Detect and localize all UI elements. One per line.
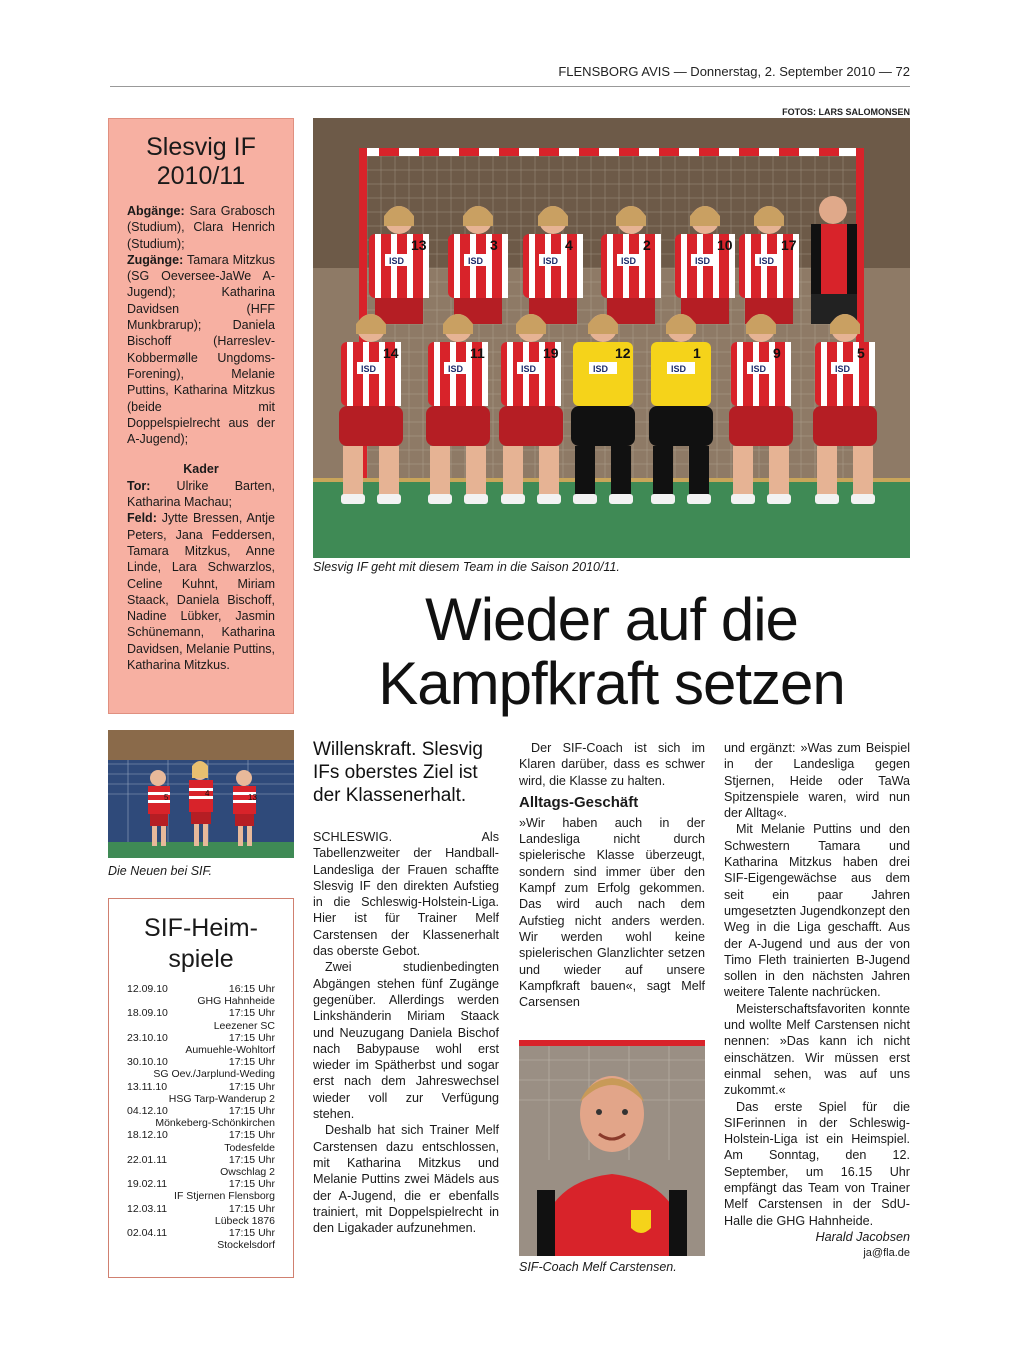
jersey-number: 17 [781, 237, 797, 253]
fixture-date: 12.09.10 [127, 983, 168, 995]
sponsor-logo: ISD [543, 256, 559, 266]
fixture-time: 17:15 Uhr [228, 1178, 275, 1191]
tor-label: Tor: [127, 478, 151, 493]
small-photo-caption: Die Neuen bei SIF. [108, 864, 212, 878]
zugaenge-label: Zugänge: [127, 252, 184, 267]
photo-credit: FOTOS: LARS SALOMONSEN [782, 107, 910, 117]
fixture-opponent: Stockelsdorf [217, 1239, 275, 1252]
fixture-date: 23.10.10 [127, 1031, 168, 1044]
sponsor-logo: ISD [671, 364, 687, 374]
jersey-number: 2 [643, 237, 651, 253]
home-title-line2: spiele [168, 945, 234, 973]
jersey-number: 1 [693, 345, 701, 361]
abgaenge-paragraph [127, 203, 275, 252]
fixture-row [127, 1178, 275, 1202]
fixture-opponent: Leezener SC [213, 1019, 275, 1032]
team-photo [313, 118, 910, 558]
fixture-date: 22.01.11 [127, 1153, 168, 1166]
article-column-2 [519, 740, 705, 1010]
fixture-time: 17:15 Uhr [228, 1080, 275, 1093]
sponsor-logo: ISD [361, 364, 377, 374]
fixture-time: 17:15 Uhr [228, 1056, 275, 1069]
article-column-1 [313, 738, 499, 1236]
jersey-number: 4 [565, 237, 573, 253]
team-info-box [108, 118, 294, 714]
jersey-number: 12 [615, 345, 631, 361]
col3-paragraph-2: Mit Melanie Puttins und den Schwestern Tamara und Katharina Mitzkus haben drei SIF-Eigengewächse aus dem seit ein paar Jahren umgesetzten Jugendkonzept den Weg in die Liga geschafft. Aus der A-Jugend und aus der von Timo Fleth trainierten B-Jugend sollen in den nächsten Jahren weitere Talente nachrücken. [724, 822, 910, 1000]
col3-paragraph-4: Das erste Spiel für die SIFerinnen in der Schleswig-Holstein-Liga ist ein Heimspiel. Am Sonntag, den 12. September, um 16.15 Uhr empfängt das Team von Trainer Melf Carstensen in der SdU-Halle die GHG Hahnheide. [724, 1099, 910, 1228]
home-games-title [127, 913, 275, 975]
jersey-number: 5 [857, 345, 865, 361]
article-deck: Willenskraft. Slesvig IFs oberstes Ziel ist der Klassenerhalt. [313, 739, 483, 806]
team-photo-caption: Slesvig IF geht mit diesem Team in die Saison 2010/11. [313, 560, 620, 574]
fixture-opponent: Owschlag 2 [220, 1166, 275, 1179]
fixture-row [127, 1032, 275, 1056]
sponsor-logo: ISD [835, 364, 851, 374]
sponsor-logo: ISD [751, 364, 767, 374]
jersey-number: 13 [411, 237, 427, 253]
headline-line1: Wieder auf die [425, 586, 798, 653]
fixture-date: 13.11.10 [127, 1080, 168, 1093]
fixture-row [127, 1154, 275, 1178]
fixture-opponent: GHG Hahnheide [197, 995, 275, 1008]
coach-photo-caption: SIF-Coach Melf Carstensen. [519, 1260, 677, 1274]
fixture-row [127, 1105, 275, 1129]
fixture-row [127, 1129, 275, 1153]
col3-paragraph-1: und ergänzt: »Was zum Beispiel in der Landesliga gegen Stjernen, Heide oder TaWa Spitzenspiele waren, wird nun der Alltag«. [724, 741, 910, 821]
fixture-opponent: SG Oev./Jarplund-Weding [153, 1068, 275, 1081]
fixture-time: 17:15 Uhr [228, 1153, 275, 1166]
jersey-number: 10 [717, 237, 733, 253]
article-column-3 [724, 740, 910, 1262]
fixture-row [127, 1203, 275, 1227]
col1-paragraph-1: SCHLESWIG. Als Tabellenzweiter der Handball-Landesliga der Frauen schaffte Slesvig IF den direkten Aufstieg in die Schleswig-Holstein-Liga. Hier ist für Trainer Melf Carstensen der Klassenerhalt das oberste Gebot. [313, 830, 499, 959]
fixture-list [127, 983, 275, 1251]
zugaenge-text: Tamara Mitzkus (SG Oeversee-JaWe A-Jugend); Katharina Davidsen (HFF Munkbrarup); Daniela Bischoff (Harreslev-Kobbermølle Ungdoms-Forening), Melanie Puttins, Katharina Mitzkus (beide mit Doppelspielrecht aus der A-Jugend); [127, 252, 275, 447]
fixture-date: 18.09.10 [127, 1007, 168, 1020]
kader-heading: Kader [183, 462, 219, 477]
info-title-line2: 2010/11 [156, 162, 246, 190]
jersey-number: 11 [470, 345, 485, 361]
headline-line2: Kampfkraft setzen [378, 650, 845, 717]
col1-paragraph-2: Zwei studienbedingten Abgängen stehen fünf Zugänge gegenüber. Allerdings werden Linkshänderin Miriam Staack und Neuzugang Daniela Bischof nach Babypause wohl erst wieder im Spätherbst und sogar erst nach dem Jahreswechsel wieder voll zur Verfügung stehen. [313, 960, 499, 1122]
feld-text: Jytte Bressen, Antje Peters, Jana Feddersen, Tamara Mitzkus, Anne Linde, Lara Schwarzlos, Celine Kuhnt, Miriam Staack, Daniela Bischoff, Nadine Lübker, Jasmin Schünemann, Katharina Davidsen, Melanie Puttins, Katharina Mitzkus. [127, 511, 275, 673]
masthead: FLENSBORG AVIS — Donnerstag, 2. September 2010 — 72 [558, 64, 910, 79]
masthead-rule [110, 86, 910, 87]
sponsor-logo: ISD [448, 364, 464, 374]
col1-paragraph-3: Deshalb hat sich Trainer Melf Carstensen dazu entschlossen, mit Katharina Mitzkus und Melanie Puttins zwei Mädels aus der A-Jugend, die er ebenfalls trainiert, mit Doppelspielrecht in den Ligakader aufzunehmen. [313, 1123, 499, 1236]
jersey-number: 14 [383, 345, 399, 361]
fixture-time: 17:15 Uhr [228, 1007, 275, 1020]
feld-label: Feld: [127, 511, 157, 526]
fixture-time: 17:15 Uhr [228, 1031, 275, 1044]
feld-paragraph [127, 510, 275, 673]
fixture-opponent: Mönkeberg-Schönkirchen [155, 1117, 275, 1130]
sponsor-logo: ISD [468, 256, 484, 266]
author-email: ja@fla.de [863, 1247, 910, 1260]
info-title-line1: Slesvig IF [146, 133, 256, 161]
zugaenge-paragraph [127, 252, 275, 448]
fixture-row [127, 983, 275, 1007]
fixture-opponent: HSG Tarp-Wanderup 2 [168, 1092, 275, 1105]
jersey-number: 9 [773, 345, 781, 361]
fixture-date: 04.12.10 [127, 1105, 168, 1118]
fixture-date: 12.03.11 [127, 1202, 168, 1215]
col2-paragraph-1: Der SIF-Coach ist sich im Klaren darüber, dass es schwer wird, die Klasse zu halten. [519, 741, 705, 788]
fixture-row [127, 1081, 275, 1105]
sponsor-logo: ISD [695, 256, 711, 266]
col2-paragraph-2: »Wir haben auch in der Landesliga nicht durch spielerische Klasse überzeugt, sondern sind immer über den Kampf zum Erfolg gekommen. Das wird auch nach dem Aufstieg nicht anders werden. Wir werden wohl keine spielerischen Glanzlichter setzen und wieder auf unsere Kampfkraft bauen«, sagt Melf Carsensen [519, 815, 705, 1010]
coach-photo [519, 1040, 705, 1256]
small-jersey-number: 5 [164, 793, 169, 802]
fixture-time: 17:15 Uhr [228, 1227, 275, 1240]
col3-paragraph-3: Meisterschaftsfavoriten konnte und wollte Melf Carstensen nicht nennen: »Das kann ich nicht einschätzen. Wir müssen erst einmal sehen, was auf uns zukommt.« [724, 1001, 910, 1098]
fixture-opponent: Todesfelde [224, 1141, 275, 1154]
tor-text: Ulrike Barten, Katharina Machau; [127, 478, 275, 510]
fixture-time: 17:15 Uhr [228, 1105, 275, 1118]
jersey-number: 19 [543, 345, 559, 361]
author-name: Harald Jacobsen [815, 1229, 910, 1244]
info-box-title [127, 133, 275, 191]
sponsor-logo: ISD [759, 256, 775, 266]
new-players-photo [108, 730, 294, 858]
jersey-number: 3 [490, 237, 498, 253]
abgaenge-label: Abgänge: [127, 204, 185, 218]
fixture-time: 17:15 Uhr [228, 1202, 275, 1215]
col2-subhead: Alltags-Geschäft [519, 793, 639, 811]
home-title-line1: SIF-Heim- [144, 914, 258, 942]
fixture-row [127, 1007, 275, 1031]
fixture-opponent: Lübeck 1876 [214, 1214, 275, 1227]
tor-paragraph [127, 478, 275, 511]
fixture-time: 17:15 Uhr [228, 1129, 275, 1142]
sponsor-logo: ISD [621, 256, 637, 266]
sponsor-logo: ISD [389, 256, 405, 266]
fixture-opponent: Aumuehle-Wohltorf [185, 1044, 275, 1057]
fixture-row [127, 1056, 275, 1080]
club-crest [631, 1210, 651, 1233]
small-jersey-number: 13 [248, 793, 257, 802]
fixture-date: 30.10.10 [127, 1056, 168, 1069]
fixture-row [127, 1227, 275, 1251]
fixture-opponent: IF Stjernen Flensborg [174, 1190, 275, 1203]
abgaenge-text: Sara Grabosch (Studium), Clara Henrich (Studium); [127, 204, 275, 251]
sponsor-logo: ISD [521, 364, 537, 374]
headline [313, 588, 910, 716]
small-jersey-number: 4 [205, 789, 210, 798]
fixture-time: 16:15 Uhr [228, 983, 275, 995]
fixture-date: 19.02.11 [127, 1178, 168, 1191]
sponsor-logo: ISD [593, 364, 609, 374]
home-games-box [108, 898, 294, 1278]
fixture-date: 02.04.11 [127, 1227, 168, 1240]
fixture-date: 18.12.10 [127, 1129, 168, 1142]
